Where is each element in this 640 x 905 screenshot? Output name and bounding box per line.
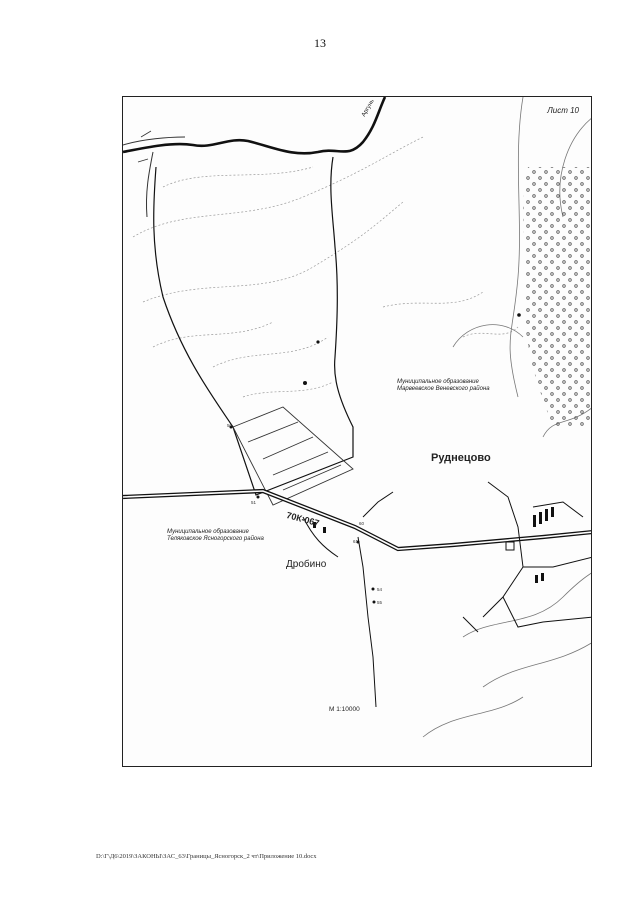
river-line [123,97,385,153]
road-code-label: 70К-067 [285,510,321,529]
point-label: 55 [377,600,383,605]
footer-file-path: D:\Г\Д6\2019\ЗАКОНЫ\ЗАС_63\Границы_Ясногорск_2 чт\Приложение 10.docx [96,853,317,860]
village-drobino-label: Дробино [286,559,327,570]
river-label: Аргунь [361,98,376,118]
village-rudnetsovo-label: Руднецово [431,452,491,464]
municipality-right-label: Муниципальное образование Марвеевское Веневского района [397,379,490,392]
point-label: 54 [377,587,383,592]
scale-label: М 1:10000 [329,706,360,713]
point-label: 61 [353,539,359,544]
sheet-label: Лист 10 [547,106,579,115]
boundary-line [154,157,353,495]
point-label: 60 [359,521,365,526]
local-roads [303,482,592,707]
point-label: 50 [227,423,233,428]
point-label: 51 [251,500,257,505]
page-number: 13 [314,36,326,50]
contour-lines [133,137,518,397]
forest-area [523,167,592,427]
boundary-map [122,96,592,767]
municipality-left-label: Муниципальное образование Теляковское Ясногорского района [167,529,264,542]
map-drawing [123,97,592,767]
